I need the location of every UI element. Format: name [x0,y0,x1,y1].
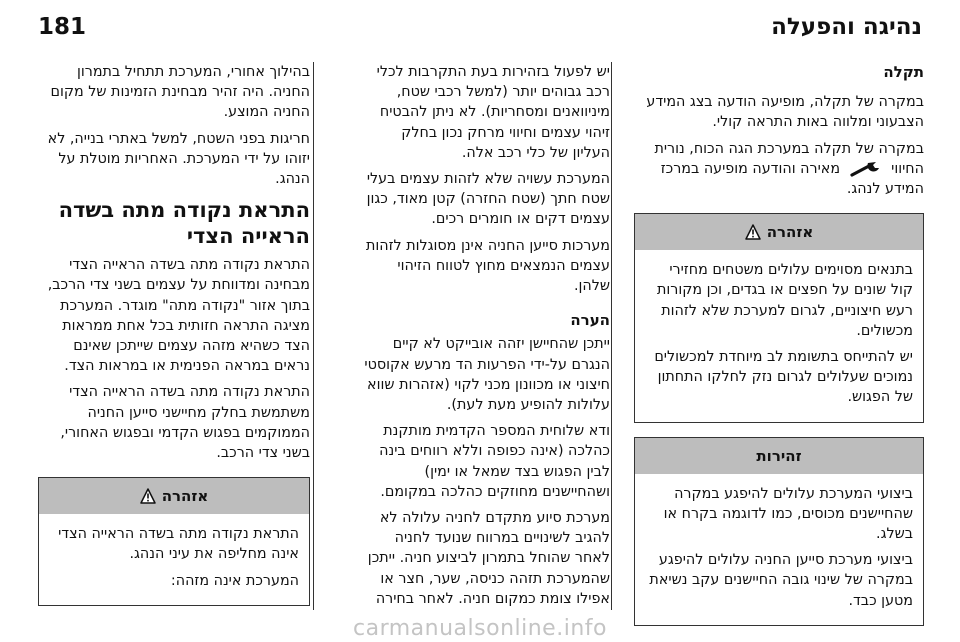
wrench-icon [849,160,883,178]
caution-box [634,437,924,626]
warning-label-left: אזהרה [161,487,209,506]
blind-spot-text-2: התראת נקודה מתה בשדה הראייה הצדי משתמשת בחלק מחיישני סייען החניה הממוקמים בפגוש הקדמי ובפגוש האחורי, בשני צדי הרכב. [60,384,310,462]
blind-spot-heading: התראת נקודה מתה בשדה הראייה הצדי [58,198,310,249]
left-warning-text-2: המערכת אינה מזהה: [170,572,299,589]
caution-text-1: ביצועי המערכת עלולים להיפגע במקרה שהחיישנים מכוסים, כמו לדוגמה בקרח או בשלג. [663,485,913,543]
page-number: 181 [38,14,87,40]
warning-triangle-icon [140,488,156,504]
middle-column [360,62,610,615]
warning-triangle-icon [745,224,761,240]
column-divider-left [313,62,314,610]
warning-text-2: יש להתייחס בתשומת לב מיוחדת למכשולים נמוכים שעלולים לגרום נזק לחלקו התחתון של הפגוש. [654,349,913,406]
warning-label: אזהרה [766,223,814,242]
detection-range-text: מערכות סייען החניה אינן מסוגלות לזהות עצמים הנמצאים מחוץ לטווח הזיהוי שלהן. [365,237,610,295]
note-heading: הערה [570,311,610,330]
warning-box-header [635,214,923,250]
malfunction-text: במקרה של תקלה, מופיעה הודעה בצג המידע הצבעוני ומלווה באות התראה קולי. [646,94,924,131]
caution-text-2: ביצועי מערכת סייען החניה עלולים להיפגע במקרה של שינוי גובה החיישנים עקב נשיאת מטען כבד. [649,552,913,609]
warning-box-left [38,477,310,606]
warning-text-1: בתנאים מסוימים עלולים משטחים מחזירי קול שונים על חפצים או בגדים, וכן מקורות רעש חיצוניים, לגרום למערכת שלא לזהות מכשולים. [656,262,913,339]
page-header [0,0,960,52]
tall-vehicles-text: יש לפעול בזהירות בעת התקרבות לכלי רכב גבוהים יותר (למשל רכבי שטח, מיניוואנים ומסחריות). לא ניתן להבטיח זיהוי עצמים וחיווי מרחק נכון בחלק העליון של כלי רכב אלה. [376,64,610,161]
note-text-2: ודא שלוחית המספר הקדמית מותקנת כהלכה (אינה כפופה וללא רווחים בינה לבין הפגוש בצד שמאל או ימין) ושהחיישנים מחוזקים כהלכה במקומם. [379,423,610,500]
note-text-3: מערכת סיוע מתקדם לחניה עלולה לא להגיב לשינויים במרווח שנועד לחניה לאחר שהוחל בתמרון לביצוע חניה. ייתכן שהמערכת תזהה כניסה, שער, חצר או אפילו צומת כמקום חניה. לאחר בחירה [367,510,610,607]
left-column [38,62,310,618]
caution-box-header [635,438,923,474]
malfunction-heading: תקלה [883,63,924,81]
watermark: carmanualsonline.info [353,615,607,641]
left-warning-text-1: התראת נקודה מתה בשדה הראייה הצדי אינה מחליפה את עיני הנהג. [58,526,299,563]
note-text-1: ייתכן שהחיישן יזהה אובייקט לא קיים הנגרם על-ידי הפרעות הד מרעש אקוסטי חיצוני או מכוונון מכני לקוי (אזהרות שווא עלולות להופיע מעת לעת). [364,336,610,414]
caution-label: זהירות [756,446,802,465]
warning-box-right [634,213,924,422]
power-steering-text-a: במקרה של תקלה במערכת הגה הכוח, נורית החיווי [654,140,924,177]
warning-box-header-left [39,478,309,514]
reverse-gear-text: בהילוך אחורי, המערכת תתחיל בתמרון החניה. היה זהיר מבחינת הזמינות של מקום החניה המוצע. [50,64,310,121]
blind-spot-text-1: התראת נקודה מתה בשדה הראייה הצדי מבחינה ומדווחת על עצמים בשני צדי הרכב, בתוך אזור "נקודה מתה" מוגדר. המערכת מציגה התראה חזותית בכל אחת ממראות הצד כשהיא מזהה עצמים שייתכן שאינם נראים במראה הפנימית או במראות הצד. [47,257,310,375]
power-steering-text-b: מאירה והודעה מופיעה במרכז המידע לנהג. [660,160,924,198]
section-title: נהיגה והפעלה [771,14,922,40]
power-steering-text [634,139,924,200]
right-column [634,62,924,638]
small-objects-text: המערכת עשויה שלא לזהות עצמים בעלי שטח חתך (שטח החזרה) קטן מאוד, כגון עצמים דקים או חומרים רכים. [366,171,610,228]
column-divider-right [611,62,612,610]
terrain-text: חריגות בפני השטח, למשל באתרי בנייה, לא יזוהו על ידי המערכת. האחריות מוטלת על הנהג. [47,130,310,188]
